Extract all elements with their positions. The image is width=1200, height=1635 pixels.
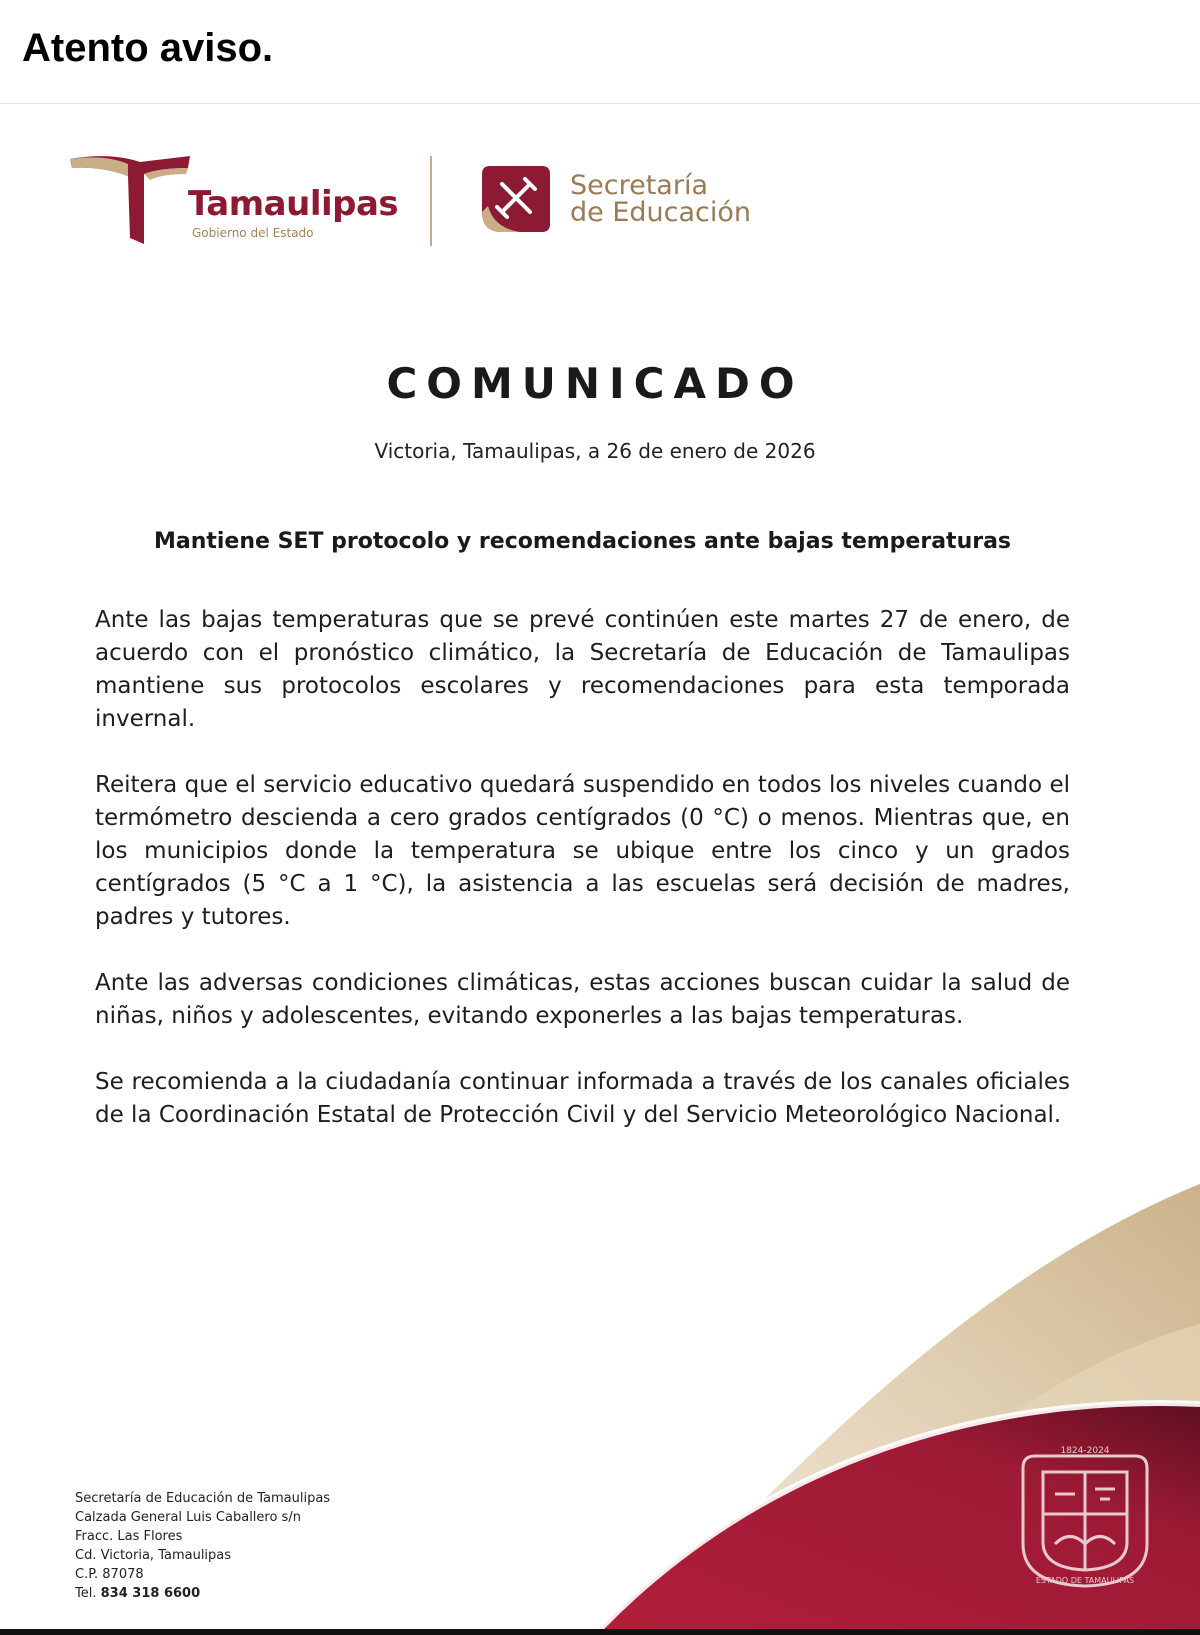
document-headline: Mantiene SET protocolo y recomendaciones ante bajas temperaturas (153, 529, 1012, 554)
document-body (95, 604, 1070, 1165)
secretaria-line1: Secretaría (570, 170, 708, 201)
logo-divider (430, 156, 432, 246)
post-header (0, 0, 1200, 103)
post-title: Atento aviso. (22, 26, 274, 70)
tamaulipas-wordmark: Tamaulipas (188, 184, 399, 224)
state-seal-icon (1015, 1444, 1155, 1589)
body-paragraph-1: Ante las bajas temperaturas que se prevé continúen este martes 27 de enero, de acuerdo con el pronóstico climático, la Secretaría de Educación de Tamaulipas mantiene sus protocolos escolares y recomendaciones para esta temporada invernal. (95, 607, 1070, 732)
footer-phone-label: Tel. (75, 1586, 97, 1601)
footer-org: Secretaría de Educación de Tamaulipas (75, 1491, 331, 1506)
document-title: COMUNICADO (386, 359, 804, 408)
footer-neighborhood: Fracc. Las Flores (75, 1529, 183, 1544)
footer-phone-line (75, 1584, 330, 1603)
body-paragraph-2: Reitera que el servicio educativo quedará suspendido en todos los niveles cuando el termómetro descienda a cero grados centígrados (0 °C) o menos. Mientras que, en los municipios donde la temperatura se ubique entre los cinco y un grados centígrados (5 °C a 1 °C), la asistencia a las escuelas será decisión de madres, padres y tutores. (95, 772, 1070, 930)
footer-address (75, 1489, 330, 1603)
secretaria-educacion-logo (480, 164, 770, 239)
body-paragraph-4: Se recomienda a la ciudadanía continuar informada a través de los canales oficiales de la Coordinación Estatal de Protección Civil y del Servicio Meteorológico Nacional. (95, 1069, 1070, 1128)
seal-years: 1824-2024 (1060, 1446, 1110, 1456)
document-date: Victoria, Tamaulipas, a 26 de enero de 2026 (374, 439, 816, 463)
secretaria-educacion-text (570, 172, 751, 226)
communique-image[interactable] (0, 104, 1200, 1629)
footer-street: Calzada General Luis Caballero s/n (75, 1510, 301, 1525)
footer-phone: 834 318 6600 (100, 1586, 201, 1601)
footer-zip: C.P. 87078 (75, 1567, 144, 1582)
footer-city: Cd. Victoria, Tamaulipas (75, 1548, 232, 1563)
tamaulipas-logo (70, 154, 399, 249)
bottom-edge (0, 1629, 1200, 1635)
tamaulipas-logo-icon (70, 154, 195, 249)
seal-text: ESTADO DE TAMAULIPAS (1035, 1576, 1135, 1585)
education-pencil-icon (480, 164, 552, 234)
secretaria-line2: de Educación (570, 197, 752, 228)
tamaulipas-subtitle: Gobierno del Estado (192, 226, 314, 240)
body-paragraph-3: Ante las adversas condiciones climáticas, estas acciones buscan cuidar la salud de niñas, niños y adolescentes, evitando exponerles a las bajas temperaturas. (95, 970, 1070, 1029)
